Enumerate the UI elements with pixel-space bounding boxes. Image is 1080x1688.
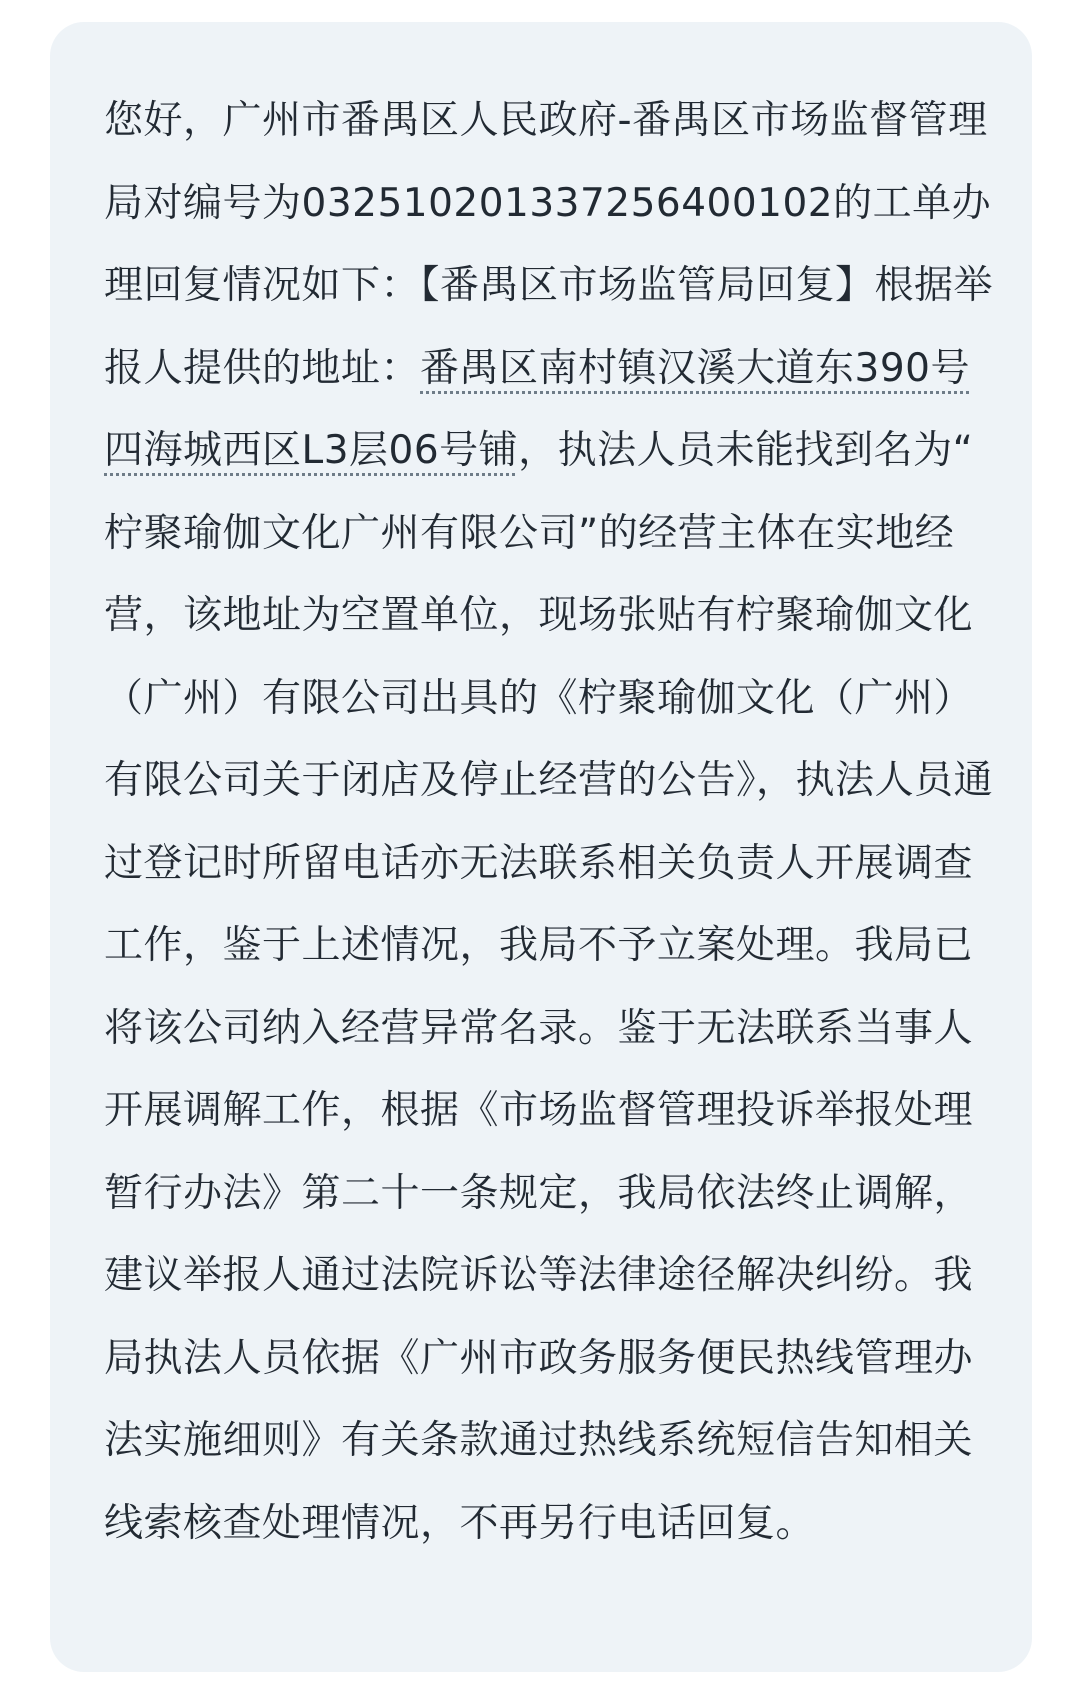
message-text-part-1: 您好，广州市番禺区人民政府-番禺区市场监督管理局对编号为032510201337256400102的工单办理回复情况如下：【番禺区市场监管局回复】根据举报人提供的地址： bbox=[104, 98, 994, 391]
address-link[interactable]: 番禺区南村镇汉溪大道东390号四海城西区L3层06号铺 bbox=[104, 345, 970, 473]
message-text bbox=[104, 80, 994, 1565]
message-text-part-2: ，执法人员未能找到名为“ 柠聚瑜伽文化广州有限公司”的经营主体在实地经营，该地址为空置单位，现场张贴有柠聚瑜伽文化（广州）有限公司出具的《柠聚瑜伽文化（广州）有限公司关于闭店及停止经营的公告》，执法人员通过登记时所留电话亦无法联系相关负责人开展调查工作，鉴于上述情况，我局不予立案处理。我局已将该公司纳入经营异常名录。鉴于无法联系当事人开展调解工作，根据《市场监督管理投诉举报处理暂行办法》第二十一条规定，我局依法终止调解，建议举报人通过法院诉讼等法律途径解决纠纷。我局执法人员依据《广州市政务服务便民热线管理办法实施细则》有关条款通过热线系统短信告知相关线索核查处理情况，不再另行电话回复。 bbox=[104, 428, 994, 1546]
